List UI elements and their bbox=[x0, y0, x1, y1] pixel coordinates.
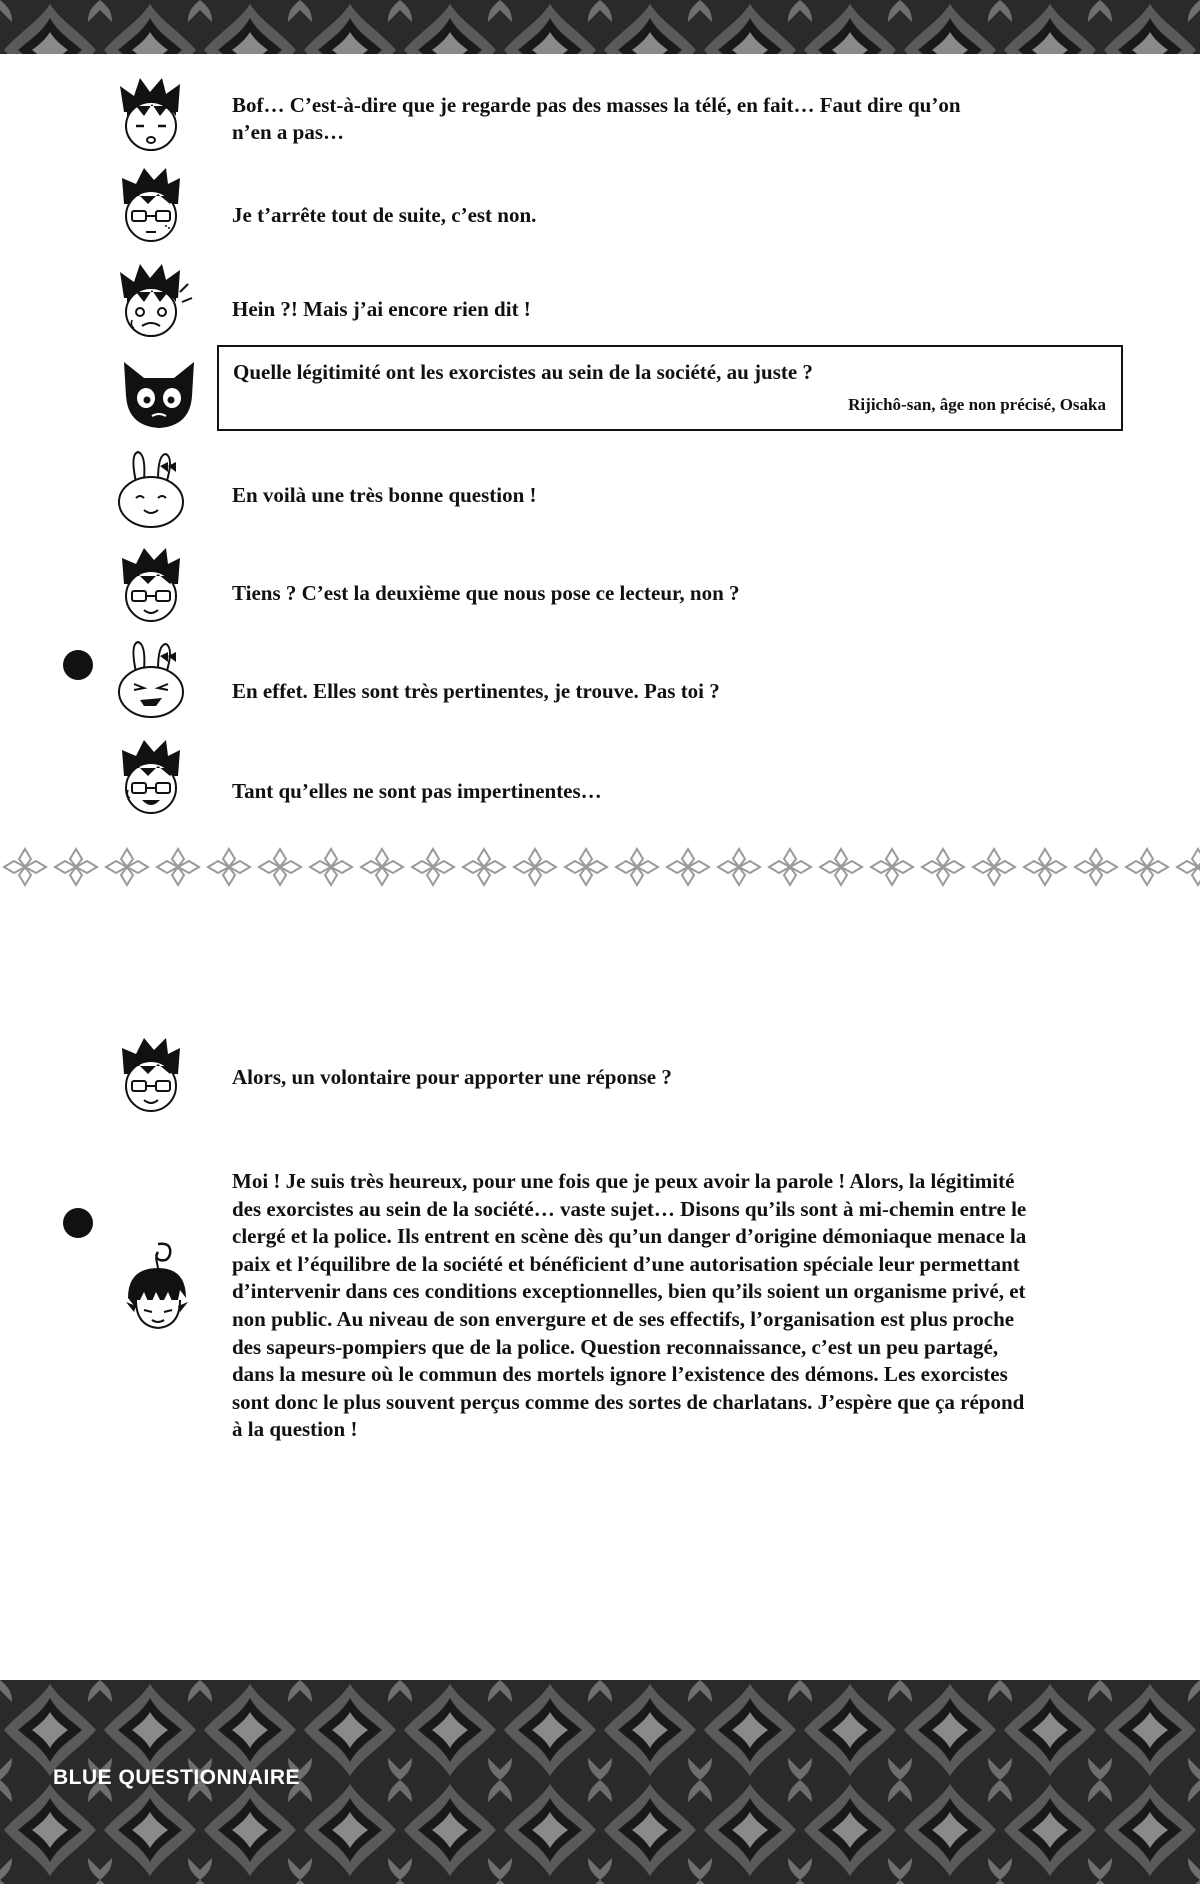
answer-line: des exorcistes au sein de la société… vaste sujet… Disons qu’ils sont à mi-chemin entre le bbox=[232, 1196, 1027, 1221]
mephisto-answer bbox=[232, 1168, 1082, 1444]
rin-speech bbox=[232, 92, 961, 146]
rabbit-speech bbox=[232, 678, 720, 705]
bullet-dot bbox=[63, 650, 93, 680]
rabbit-smile-icon bbox=[116, 450, 186, 530]
speech-line: Je t’arrête tout de suite, c’est non. bbox=[232, 203, 537, 227]
section-title: BLUE QUESTIONNAIRE bbox=[53, 1766, 301, 1789]
rin-speech bbox=[232, 296, 531, 323]
answer-line: non public. Au niveau de son envergure et de ses effectifs, l’organisation est plus proche bbox=[232, 1306, 1015, 1331]
yukio-smile-icon bbox=[118, 1036, 184, 1116]
rin-face-icon bbox=[118, 76, 184, 156]
question-author: Rijichô-san, âge non précisé, Osaka bbox=[848, 395, 1106, 414]
yukio-speech bbox=[232, 1064, 672, 1091]
speech-line: n’en a pas… bbox=[232, 120, 345, 144]
answer-line: sont donc le plus souvent perçus comme des sortes de charlatans. J’espère que ça répond bbox=[232, 1389, 1025, 1414]
rin-sweat-face-icon bbox=[118, 262, 194, 342]
bullet-dot bbox=[63, 1208, 93, 1238]
yukio-speech bbox=[232, 202, 536, 229]
yukio-sweat-icon bbox=[118, 738, 184, 818]
top-damask-banner bbox=[0, 0, 1200, 54]
speech-line: Alors, un volontaire pour apporter une réponse ? bbox=[232, 1065, 672, 1089]
answer-line: clergé et la police. Ils entrent en scène dès qu’un danger d’origine démoniaque menace la bbox=[232, 1224, 1027, 1249]
speech-line: En voilà une très bonne question ! bbox=[232, 483, 537, 507]
answer-line: des sapeurs-pompiers que de la police. Question reconnaissance, c’est un peu partagé, bbox=[232, 1334, 999, 1359]
yukio-face-icon bbox=[118, 166, 184, 246]
speech-line: Hein ?! Mais j’ai encore rien dit ! bbox=[232, 297, 531, 321]
damask-pattern bbox=[0, 0, 1200, 54]
speech-line: Bof… C’est-à-dire que je regarde pas des masses la télé, en fait… Faut dire qu’on bbox=[232, 93, 961, 117]
answer-line: Moi ! Je suis très heureux, pour une fois que je peux avoir la parole ! Alors, la légitimité bbox=[232, 1169, 1015, 1193]
reader-question: Quelle légitimité ont les exorcistes au sein de la société, au juste ? bbox=[233, 360, 813, 384]
answer-line: d’intervenir dans ces conditions exceptionnelles, bien qu’ils soient un organisme privé, et bbox=[232, 1279, 1026, 1304]
ornament-divider bbox=[0, 845, 1200, 889]
answer-line: paix et l’équilibre de la société et bénéficient d’une autorisation spéciale leur permettant bbox=[232, 1251, 1020, 1276]
speech-line: Tant qu’elles ne sont pas impertinentes… bbox=[232, 779, 602, 803]
speech-line: En effet. Elles sont très pertinentes, je trouve. Pas toi ? bbox=[232, 679, 720, 703]
kuro-cat-icon bbox=[118, 356, 200, 432]
answer-line: à la question ! bbox=[232, 1417, 358, 1442]
rabbit-grin-icon bbox=[116, 640, 186, 720]
rabbit-speech bbox=[232, 482, 537, 509]
mephisto-face-icon bbox=[122, 1240, 192, 1336]
reader-question-box bbox=[217, 345, 1123, 431]
ornament-row bbox=[0, 845, 1200, 889]
speech-line: Tiens ? C’est la deuxième que nous pose ce lecteur, non ? bbox=[232, 581, 740, 605]
answer-line: dans la mesure où le commun des mortels ignore l’existence des démons. Les exorcistes bbox=[232, 1362, 1008, 1387]
yukio-speech bbox=[232, 778, 602, 805]
yukio-smile-icon bbox=[118, 546, 184, 626]
yukio-speech bbox=[232, 580, 740, 607]
